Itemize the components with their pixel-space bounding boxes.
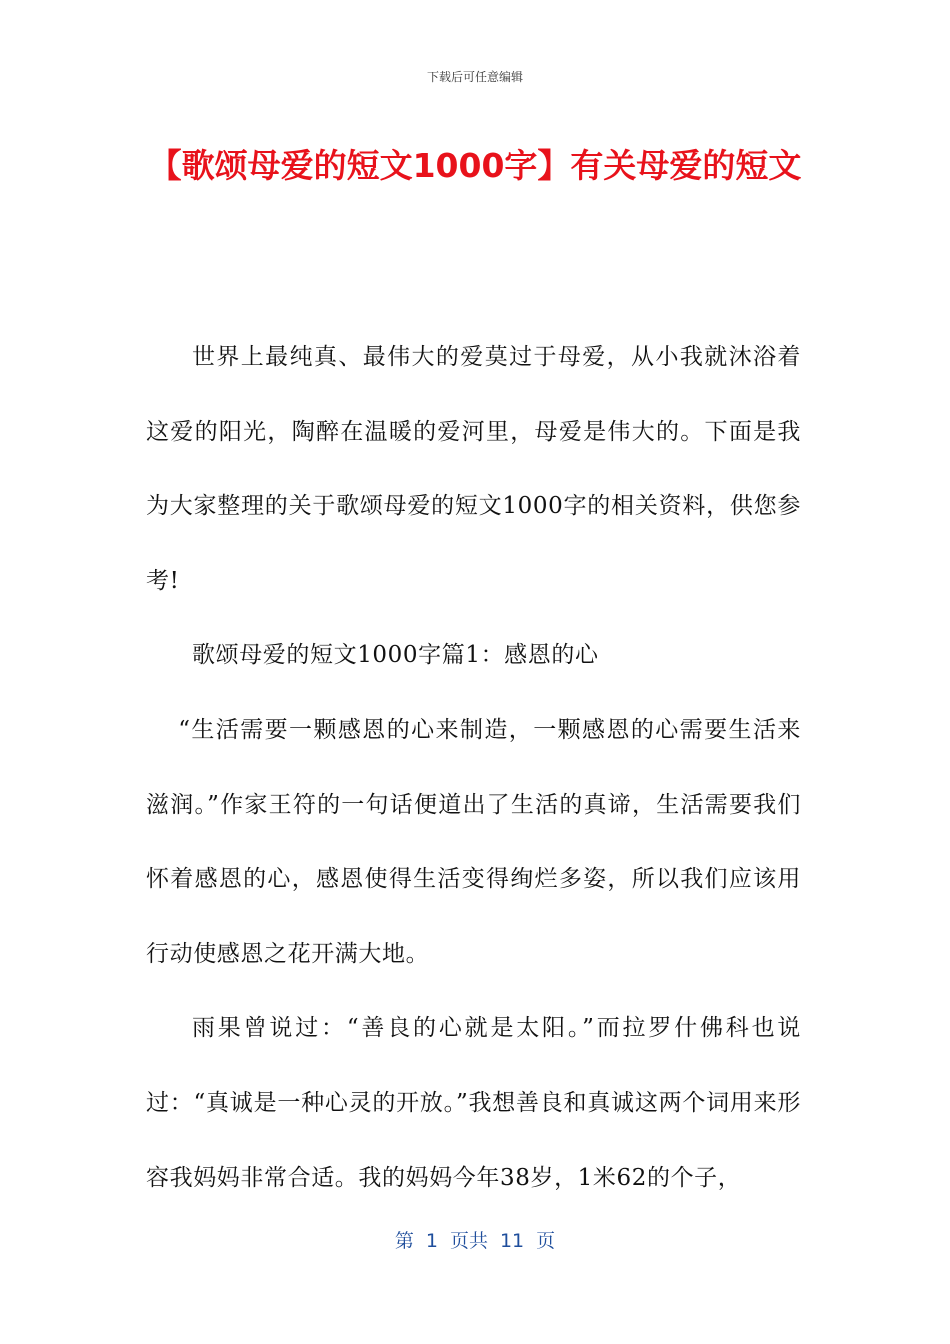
section-heading: 歌颂母爱的短文1000字篇1：感恩的心 <box>192 642 599 669</box>
page-suffix: 页 <box>536 1230 556 1252</box>
body-paragraph: “生活需要一颗感恩的心来制造，一颗感恩的心需要生活来滋润。”作家王符的一句话便道出了生活的真谛，生活需要我们怀着感恩的心，感恩使得生活变得绚烂多姿，所以我们应该用行动使感恩之花开满大地。 <box>146 716 801 967</box>
intro-paragraph: 世界上最纯真、最伟大的爱莫过于母爱，从小我就沐浴着这爱的阳光，陶醉在温暖的爱河里，母爱是伟大的。下面是我为大家整理的关于歌颂母爱的短文1000字的相关资料，供您参考! <box>146 344 801 594</box>
total-pages-number: 11 <box>499 1230 525 1252</box>
current-page-number: 1 <box>425 1230 438 1252</box>
page-middle: 页共 <box>449 1230 488 1252</box>
document-body <box>146 320 801 1215</box>
header-note: 下载后可任意编辑 <box>426 70 523 84</box>
page-prefix: 第 <box>394 1230 414 1252</box>
page-footer <box>0 1226 950 1253</box>
body-paragraph: 雨果曾说过：“善良的心就是太阳。”而拉罗什佛科也说过：“真诚是一种心灵的开放。”我想善良和真诚这两个词用来形容我妈妈非常合适。我的妈妈今年38岁，1米62的个子， <box>146 1015 801 1191</box>
document-title: 【歌颂母爱的短文1000字】有关母爱的短文 <box>148 146 802 185</box>
